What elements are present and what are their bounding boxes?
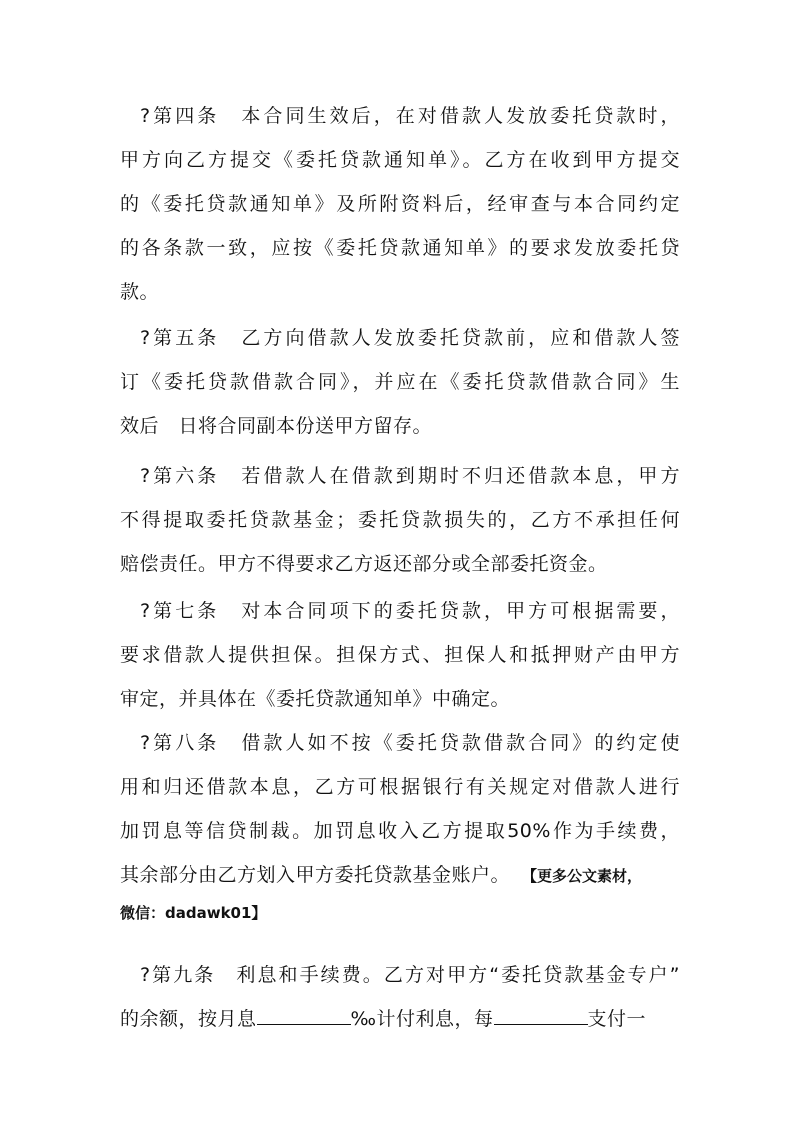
article-9 (120, 953, 680, 1041)
text-line: 订《委托贷款借款合同》，并应在《委托贷款借款合同》生 (120, 371, 680, 393)
text-line: 用和归还借款本息，乙方可根据银行有关规定对借款人进行 (120, 776, 680, 798)
article-6 (120, 454, 680, 586)
article-8 (120, 721, 680, 927)
text-line: ?第七条 对本合同项下的委托贷款，甲方可根据需要， (140, 600, 680, 622)
text-line: 款。 (120, 281, 160, 303)
article-5 (120, 316, 680, 448)
text-line: ?第八条 借款人如不按《委托贷款借款合同》的约定使 (140, 732, 680, 754)
text-line: 的《委托贷款通知单》及所附资料后，经审查与本合同约定 (120, 193, 680, 215)
text-line: 甲方向乙方提交《委托贷款通知单》。乙方在收到甲方提交 (120, 149, 680, 171)
text-line (120, 997, 680, 1041)
fill-in-blank (257, 1004, 351, 1025)
text-line: ?第四条 本合同生效后，在对借款人发放委托贷款时， (140, 105, 680, 127)
text-span: ‰计付利息，每 (350, 1008, 494, 1030)
text-line: 加罚息等信贷制裁。加罚息收入乙方提取50%作为手续费， (120, 820, 680, 842)
text-line: 效后 日将合同副本份送甲方留存。 (120, 415, 433, 437)
text-span: 其余部分由乙方划入甲方委托贷款基金账户。 (120, 864, 511, 886)
text-span: 支付一 (587, 1008, 647, 1030)
text-line: 要求借款人提供担保。担保方式、担保人和抵押财产由甲方 (120, 644, 680, 666)
text-line (120, 853, 680, 897)
text-line: 审定，并具体在《委托贷款通知单》中确定。 (120, 688, 511, 710)
promo-note: 微信：dadawk01】 (120, 904, 267, 922)
text-line: 不得提取委托贷款基金；委托贷款损失的，乙方不承担任何 (120, 509, 680, 531)
text-line: 的各条款一致，应按《委托贷款通知单》的要求发放委托贷 (120, 237, 680, 259)
fill-in-blank (494, 1004, 588, 1025)
text-line: ?第六条 若借款人在借款到期时不归还借款本息，甲方 (140, 465, 680, 487)
text-span: 的余额，按月息 (120, 1008, 257, 1030)
text-line: 赔偿责任。甲方不得要求乙方返还部分或全部委托资金。 (120, 553, 608, 575)
article-7 (120, 589, 680, 721)
promo-note: 【更多公文素材， (522, 867, 643, 885)
text-line: ?第九条 利息和手续费。乙方对甲方“委托贷款基金专户” (140, 964, 680, 986)
text-line: ?第五条 乙方向借款人发放委托贷款前，应和借款人签 (140, 327, 680, 349)
text-line (120, 897, 680, 927)
article-4 (120, 94, 680, 314)
